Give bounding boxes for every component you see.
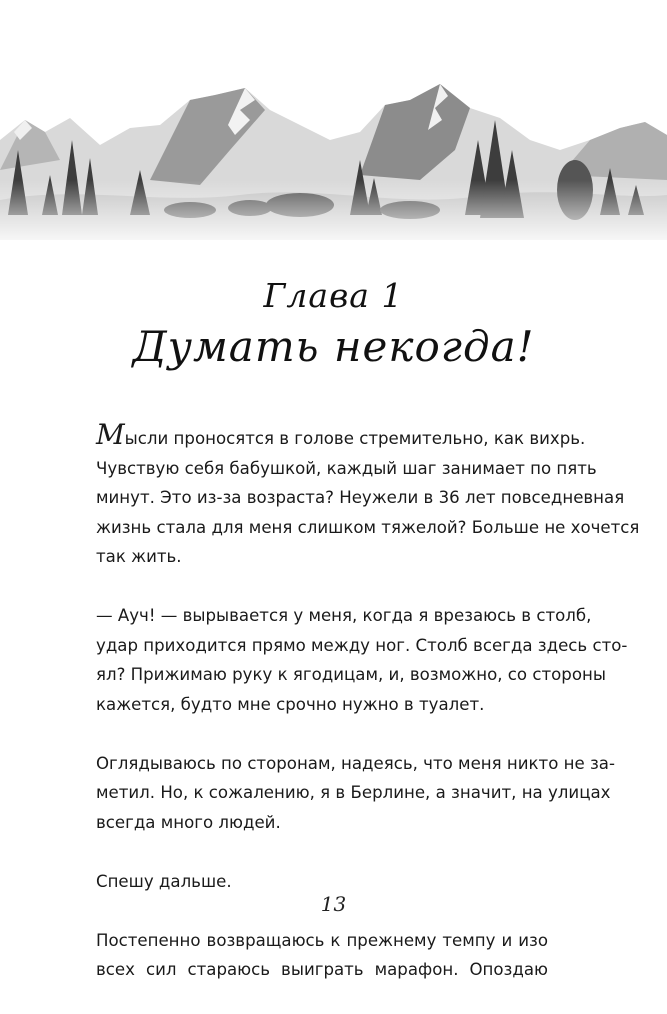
text-line: удар приходится прямо между ног. Столб всегда здесь сто- <box>96 635 628 655</box>
chapter-body <box>96 418 640 1014</box>
paragraph <box>96 601 628 719</box>
text-line: всегда много людей. <box>96 812 281 832</box>
page-number: 13 <box>320 892 347 916</box>
text-line: метил. Но, к сожалению, я в Берлине, а значит, на улицах <box>96 783 611 802</box>
mountain-forest-illustration <box>0 0 667 250</box>
drop-cap: М <box>96 418 125 451</box>
paragraph <box>96 749 615 838</box>
paragraph <box>96 926 548 985</box>
text-line: жизнь стала для меня слишком тяжелой? Больше не хочется <box>96 517 640 537</box>
text-line: Чувствую себя бабушкой, каждый шаг занимает по пять <box>96 458 597 478</box>
chapter-label: Глава 1 <box>263 276 404 315</box>
text-line: кажется, будто мне срочно нужно в туалет. <box>96 694 485 714</box>
text-line: минут. Это из-за возраста? Неужели в 36 лет повседневная <box>96 488 625 507</box>
text-line: Оглядываюсь по сторонам, надеясь, что меня никто не за- <box>96 753 615 773</box>
chapter-title: Думать некогда! <box>132 322 535 371</box>
paragraph <box>96 418 640 572</box>
text-line: Спешу дальше. <box>96 871 232 891</box>
text-line: Постепенно возвращаюсь к прежнему темпу и изо <box>96 930 548 950</box>
text-line: так жить. <box>96 547 182 566</box>
text-line: всех сил стараюсь выиграть марафон. Опоздаю <box>96 960 548 979</box>
text-line: — Ауч! — вырывается у меня, когда я врезаюсь в столб, <box>96 606 592 625</box>
text-line: ысли проносятся в голове стремительно, как вихрь. <box>124 429 586 448</box>
text-line: ял? Прижимаю руку к ягодицам, и, возможно, со стороны <box>96 665 606 684</box>
